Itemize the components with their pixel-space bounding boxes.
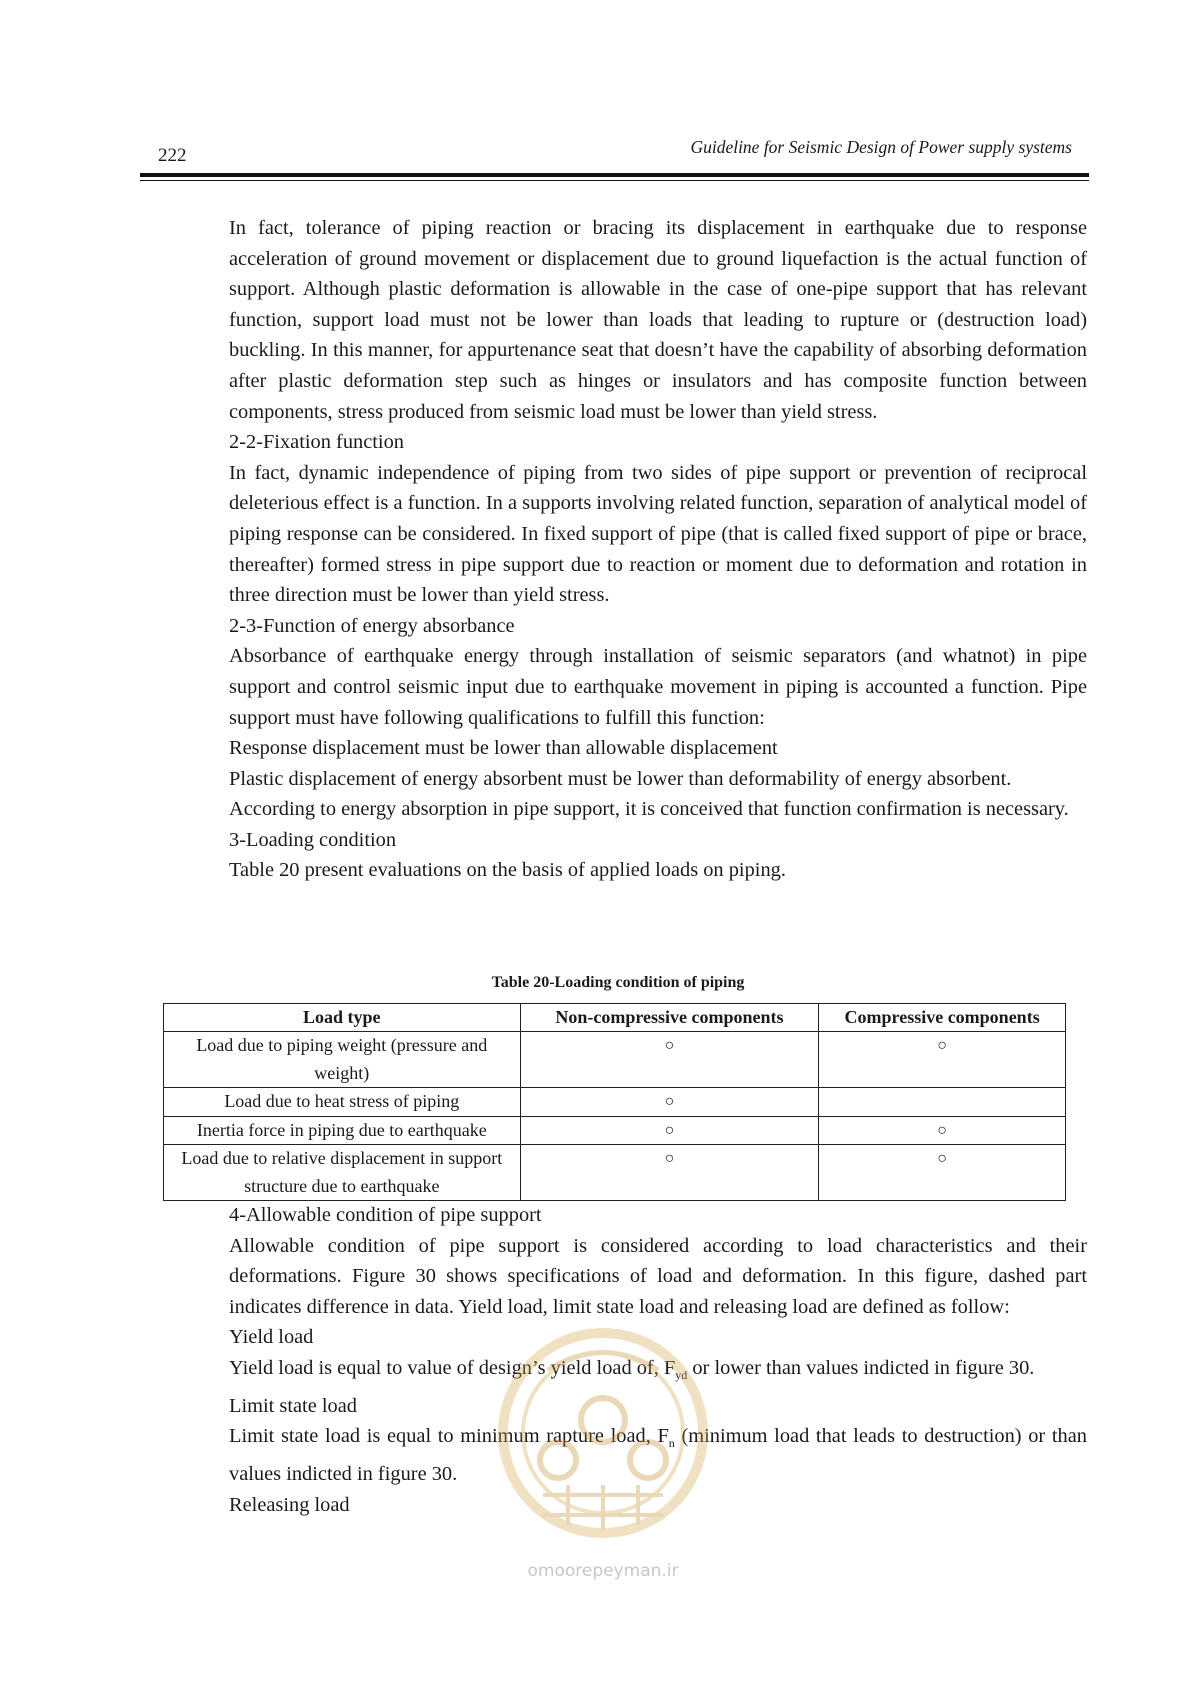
paragraph-support-function: In fact, tolerance of piping reaction or bracing its displacement in earthquake due to response acceleration of ground movement or displacement due to ground liquefaction is the actual function of support. Although plastic deformation is allowable in the case of one-pipe support that has relevant function, support load must not be lower than loads that leading to rupture or (destruction load) buckling. In this manner, for appurtenance seat that doesn’t have the capability of absorbing deformation after plastic deformation step such as hinges or insulators and has composite function between components, stress produced from seismic load must be lower than yield stress. [229,217,1087,423]
column-header-load-type: Load type [164,1004,521,1032]
paragraph-plastic-displacement: Plastic displacement of energy absorbent must be lower than deformability of energy absorbent. [229,767,1012,790]
heading-allowable-condition: 4-Allowable condition of pipe support [229,1204,542,1226]
paragraph-limit-state-load [229,1421,1087,1489]
column-header-non-compressive: Non-compressive components [520,1004,819,1032]
table-cell-mark: ○ [520,1116,819,1145]
table-cell-mark [819,1088,1066,1117]
header-rule-thin [140,180,1089,181]
heading-limit-state-load: Limit state load [229,1394,357,1417]
table-caption: Table 20-Loading condition of piping [491,974,745,991]
heading-fixation-function: 2-2-Fixation function [229,431,404,454]
limit-subscript: n [668,1436,675,1451]
table-cell-mark: ○ [520,1032,819,1088]
paragraph-fixation: In fact, dynamic independence of piping from two sides of pipe support or prevention of reciprocal deleterious effect is a function. In a supports involving related function, separation of analytical model of piping response can be considered. In fixed support of pipe (that is called fixed support of pipe or brace, thereafter) formed stress in pipe support due to reaction or moment due to deformation and rotation in three direction must be lower than yield stress. [229,461,1087,607]
yield-text-start: Yield load is equal to value of design’s yield load of, F [229,1356,676,1379]
table-row [164,1116,1066,1145]
table-cell-mark: ○ [520,1088,819,1117]
column-header-compressive: Compressive components [819,1004,1066,1032]
limit-text-end: (minimum load that leads to destruction) or than values indicted in figure 30. [229,1425,1087,1485]
yield-text-end: or lower than values indicted in figure 30. [687,1356,1035,1379]
body-text-bottom [229,1200,1087,1520]
heading-energy-absorbance: 2-3-Function of energy absorbance [229,614,515,637]
table-header-row [164,1004,1066,1032]
yield-subscript: yd [675,1368,688,1383]
table-cell-load-type: Inertia force in piping due to earthquake [164,1116,521,1145]
table-cell-load-type: Load due to piping weight (pressure and weight) [164,1032,521,1088]
paragraph-table-intro: Table 20 present evaluations on the basis of applied loads on piping. [229,859,786,882]
heading-releasing-load: Releasing load [229,1493,350,1516]
heading-yield-load: Yield load [229,1326,314,1349]
paragraph-allowable-condition: Allowable condition of pipe support is considered according to load characteristics and their deformations. Figure 30 shows specifications of load and deformation. In this figure, dashed part indicates difference in data. Yield load, limit state load and releasing load are defined as follow: [229,1234,1087,1318]
paragraph-yield-load [229,1353,1087,1391]
table-cell-mark: ○ [520,1145,819,1201]
watermark-site-text: omoorepeyman.ir [527,1561,679,1581]
heading-loading-condition: 3-Loading condition [229,828,397,851]
header-rule-thick [140,173,1089,177]
page-number: 222 [158,145,187,166]
paragraph-response-displacement: Response displacement must be lower than allowable displacement [229,737,778,760]
body-text-top [229,213,1087,886]
running-title: Guideline for Seismic Design of Power supply systems [690,137,1072,157]
table-row [164,1145,1066,1201]
paragraph-energy-absorbance: Absorbance of earthquake energy through installation of seismic separators (and whatnot) in pipe support and control seismic input due to earthquake movement in piping is accounted a function. Pipe support must have following qualifications to fulfill this function: [229,645,1087,729]
table-cell-mark: ○ [819,1116,1066,1145]
limit-text-start: Limit state load is equal to minimum rapture load, F [229,1425,669,1448]
loading-condition-table [163,1003,1066,1201]
paragraph-energy-absorption: According to energy absorption in pipe support, it is conceived that function confirmation is necessary. [229,798,1069,821]
table-row [164,1088,1066,1117]
table-cell-load-type: Load due to heat stress of piping [164,1088,521,1117]
table-row [164,1032,1066,1088]
table-cell-load-type: Load due to relative displacement in support structure due to earthquake [164,1145,521,1201]
table-cell-mark: ○ [819,1032,1066,1088]
table-cell-mark: ○ [819,1145,1066,1201]
